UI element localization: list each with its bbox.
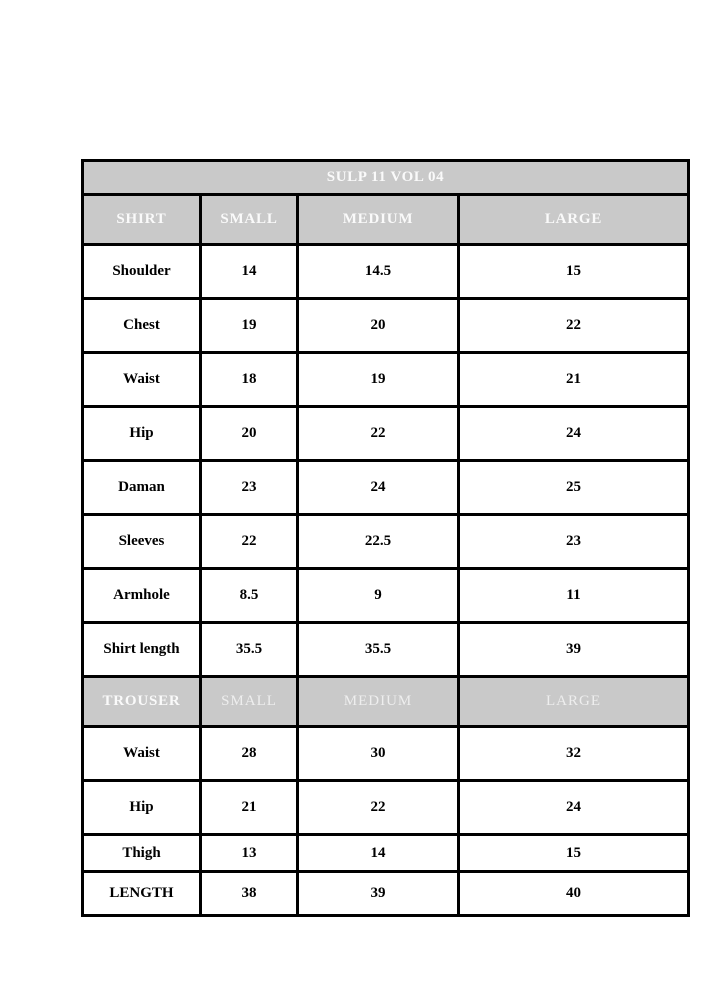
size-chart-body	[83, 161, 689, 916]
measurement-value: 23	[459, 515, 689, 569]
measurement-value: 18	[201, 353, 298, 407]
measurement-value: 14	[201, 245, 298, 299]
measurement-value: 22	[459, 299, 689, 353]
measurement-value: 38	[201, 872, 298, 916]
measurement-value: 35.5	[298, 623, 459, 677]
measurement-value: 30	[298, 727, 459, 781]
measurement-value: 39	[298, 872, 459, 916]
row-label: Thigh	[83, 835, 201, 872]
measurement-value: 24	[298, 461, 459, 515]
measurement-value: 14.5	[298, 245, 459, 299]
measurement-value: 13	[201, 835, 298, 872]
table-title: SULP 11 VOL 04	[83, 161, 689, 195]
table-row	[83, 835, 689, 872]
measurement-value: 21	[201, 781, 298, 835]
section-label-trouser: TROUSER	[83, 677, 201, 727]
measurement-value: 21	[459, 353, 689, 407]
title-row	[83, 161, 689, 195]
measurement-value: 32	[459, 727, 689, 781]
row-label: Waist	[83, 727, 201, 781]
measurement-value: 24	[459, 781, 689, 835]
size-header-medium: MEDIUM	[298, 677, 459, 727]
size-header-large: LARGE	[459, 195, 689, 245]
measurement-value: 40	[459, 872, 689, 916]
table-row	[83, 299, 689, 353]
row-label: Waist	[83, 353, 201, 407]
table-row	[83, 353, 689, 407]
measurement-value: 19	[201, 299, 298, 353]
measurement-value: 9	[298, 569, 459, 623]
size-chart-table	[81, 159, 690, 917]
table-row	[83, 407, 689, 461]
measurement-value: 19	[298, 353, 459, 407]
table-row	[83, 461, 689, 515]
row-label: Daman	[83, 461, 201, 515]
measurement-value: 22.5	[298, 515, 459, 569]
section-label-shirt: SHIRT	[83, 195, 201, 245]
measurement-value: 23	[201, 461, 298, 515]
measurement-value: 15	[459, 245, 689, 299]
measurement-value: 11	[459, 569, 689, 623]
row-label: Hip	[83, 407, 201, 461]
measurement-value: 22	[201, 515, 298, 569]
measurement-value: 20	[298, 299, 459, 353]
row-label: LENGTH	[83, 872, 201, 916]
row-label: Sleeves	[83, 515, 201, 569]
size-header-small: SMALL	[201, 677, 298, 727]
measurement-value: 22	[298, 781, 459, 835]
measurement-value: 22	[298, 407, 459, 461]
measurement-value: 20	[201, 407, 298, 461]
section-header-row-trouser	[83, 677, 689, 727]
measurement-value: 28	[201, 727, 298, 781]
table-row	[83, 727, 689, 781]
row-label: Shirt length	[83, 623, 201, 677]
table-row	[83, 781, 689, 835]
row-label: Chest	[83, 299, 201, 353]
size-header-large: LARGE	[459, 677, 689, 727]
measurement-value: 15	[459, 835, 689, 872]
table-row	[83, 872, 689, 916]
row-label: Hip	[83, 781, 201, 835]
table-row	[83, 569, 689, 623]
table-row	[83, 245, 689, 299]
table-row	[83, 623, 689, 677]
measurement-value: 24	[459, 407, 689, 461]
measurement-value: 35.5	[201, 623, 298, 677]
measurement-value: 8.5	[201, 569, 298, 623]
measurement-value: 25	[459, 461, 689, 515]
size-header-small: SMALL	[201, 195, 298, 245]
row-label: Shoulder	[83, 245, 201, 299]
measurement-value: 39	[459, 623, 689, 677]
size-header-medium: MEDIUM	[298, 195, 459, 245]
row-label: Armhole	[83, 569, 201, 623]
table-row	[83, 515, 689, 569]
section-header-row-shirt	[83, 195, 689, 245]
measurement-value: 14	[298, 835, 459, 872]
